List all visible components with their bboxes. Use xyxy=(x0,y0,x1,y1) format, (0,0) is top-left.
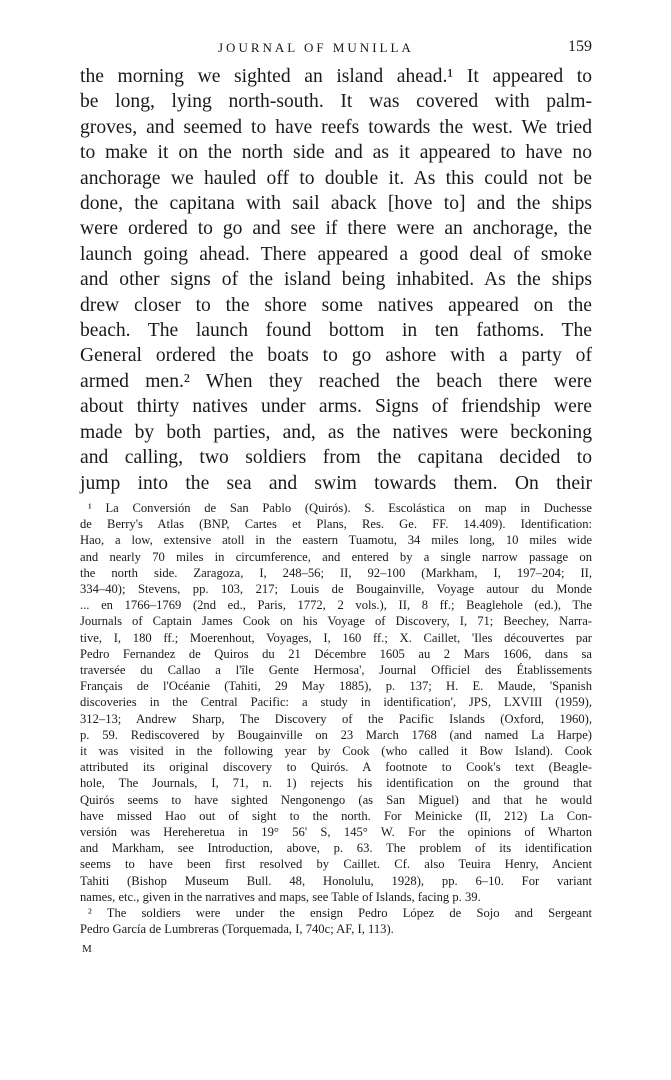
footnote-line: and nearly 70 miles in circumference, and entered by a single narrow passage on xyxy=(80,549,592,564)
footnote-line: ¹ La Conversión de San Pablo (Quirós). S. Escolástica on map in Duchesse xyxy=(88,500,592,515)
main-text xyxy=(80,64,592,496)
footnote-line: tive, I, 180 ff.; Moerenhout, Voyages, I, 160 ff.; X. Caillet, 'Iles découvertes par xyxy=(80,630,592,645)
footnote-line: de Berry's Atlas (BNP, Cartes et Plans, Res. Ge. FF. 14.409). Identification: xyxy=(80,517,592,532)
text-line: be long, lying north-south. It was covered with palm- xyxy=(80,91,592,113)
text-line: about thirty natives under arms. Signs of friendship were xyxy=(80,396,592,418)
text-line: groves, and seemed to have reefs towards the west. We tried xyxy=(80,116,592,138)
footnote-line: have missed Hao out of sight to the north. For Meinicke (II, 212) La Con- xyxy=(80,808,592,823)
footnote-line: Pedro Fernandez de Quiros du 21 Décembre 1605 au 2 Mars 1606, dans sa xyxy=(80,646,592,661)
footnote-line: attributed its original discovery to Quirós. A footnote to Cook's text (Beagle- xyxy=(80,760,592,775)
footnotes xyxy=(80,500,592,937)
text-line: and other signs of the island being inhabited. As the ships xyxy=(80,269,592,291)
footnote-line: Quirós seems to have sighted Nengonengo (as San Miguel) and that he would xyxy=(80,792,592,807)
footnote-line: Tahiti (Bishop Museum Bull. 48, Honolulu, 1928), pp. 6–10. For variant xyxy=(80,873,592,888)
text-line: drew closer to the shore some natives appeared on the xyxy=(80,294,592,316)
footnote-line: p. 59. Rediscovered by Bougainville on 23 March 1768 (and named La Harpe) xyxy=(80,727,592,742)
text-line: armed men.² When they reached the beach there were xyxy=(80,370,592,392)
footnote-line: discoveries in the Central Pacific: a study in identification', JPS, LXVIII (1959), xyxy=(80,695,592,710)
text-line: the morning we sighted an island ahead.¹ It appeared to xyxy=(80,66,592,87)
book-page xyxy=(80,40,592,955)
text-line: were ordered to go and see if there were an anchorage, the xyxy=(80,218,592,240)
footnote-line: ... en 1766–1769 (2nd ed., Paris, 1772, 2 vols.), II, 8 ff.; Beaglehole (ed.), The xyxy=(80,598,592,613)
footnote-line: Français de l'Océanie (Tahiti, 29 May 1885), p. 137; H. E. Maude, 'Spanish xyxy=(80,679,592,694)
text-line: General ordered the boats to go ashore with a party of xyxy=(80,345,592,367)
text-line: made by both parties, and, as the natives were beckoning xyxy=(80,421,592,443)
running-title: JOURNAL OF MUNILLA xyxy=(218,40,414,55)
page-number: 159 xyxy=(568,38,592,55)
footnote-line: seems to have been first resolved by Caillet. Cf. also Teuira Henry, Ancient xyxy=(80,857,592,872)
footnote-line: ² The soldiers were under the ensign Pedro López de Sojo and Sergeant xyxy=(88,905,592,920)
text-line: jump into the sea and swim towards them. On their xyxy=(80,472,592,494)
footnote-line: versión was Hereheretua in 19° 56' S, 145° W. For the opinions of Wharton xyxy=(80,824,592,839)
footnote-line: hole, The Journals, I, 71, n. 1) rejects his identification on the ground that xyxy=(80,776,592,791)
footnote-line: the north side. Zaragoza, I, 248–56; II, 92–100 (Markham, I, 197–204; II, xyxy=(80,565,592,580)
footnote-line: Hao, a low, extensive atoll in the eastern Tuamotu, 34 miles long, 10 miles wide xyxy=(80,533,592,548)
signature-mark: M xyxy=(82,943,92,956)
footnote-line: it was visited in the following year by Cook (who called it Bow Island). Cook xyxy=(80,743,592,758)
footnote-line: 334–40); Stevens, pp. 103, 217; Louis de Bougainville, Voyage autour du Monde xyxy=(80,581,592,596)
text-line: beach. The launch found bottom in ten fathoms. The xyxy=(80,320,592,342)
page-header xyxy=(80,40,592,64)
footnote-line: and Markham, see Introduction, above, p. 63. The problem of its identification xyxy=(80,841,592,856)
text-line: anchorage we hauled off to double it. As this could not be xyxy=(80,167,592,189)
footnote-line: Journals of Captain James Cook on his Voyage of Discovery, I, 71; Beechey, Narra- xyxy=(80,614,592,629)
text-line: done, the capitana with sail aback [hove to] and the ships xyxy=(80,193,592,215)
text-line: and calling, two soldiers from the capitana decided to xyxy=(80,447,592,469)
text-line: launch going ahead. There appeared a good deal of smoke xyxy=(80,243,592,265)
text-line: to make it on the north side and as it appeared to have no xyxy=(80,142,592,164)
footnote-line: 312–13; Andrew Sharp, The Discovery of the Pacific Islands (Oxford, 1960), xyxy=(80,711,592,726)
footnote-line: traversée du Callao a l'île Gente Hermosa', Journal Officiel des Établissements xyxy=(80,662,592,677)
footnote-line: Pedro García de Lumbreras (Torquemada, I, 740c; AF, I, 113). xyxy=(80,922,394,937)
footnote-line: names, etc., given in the narratives and maps, see Table of Islands, facing p. 39. xyxy=(80,889,481,904)
